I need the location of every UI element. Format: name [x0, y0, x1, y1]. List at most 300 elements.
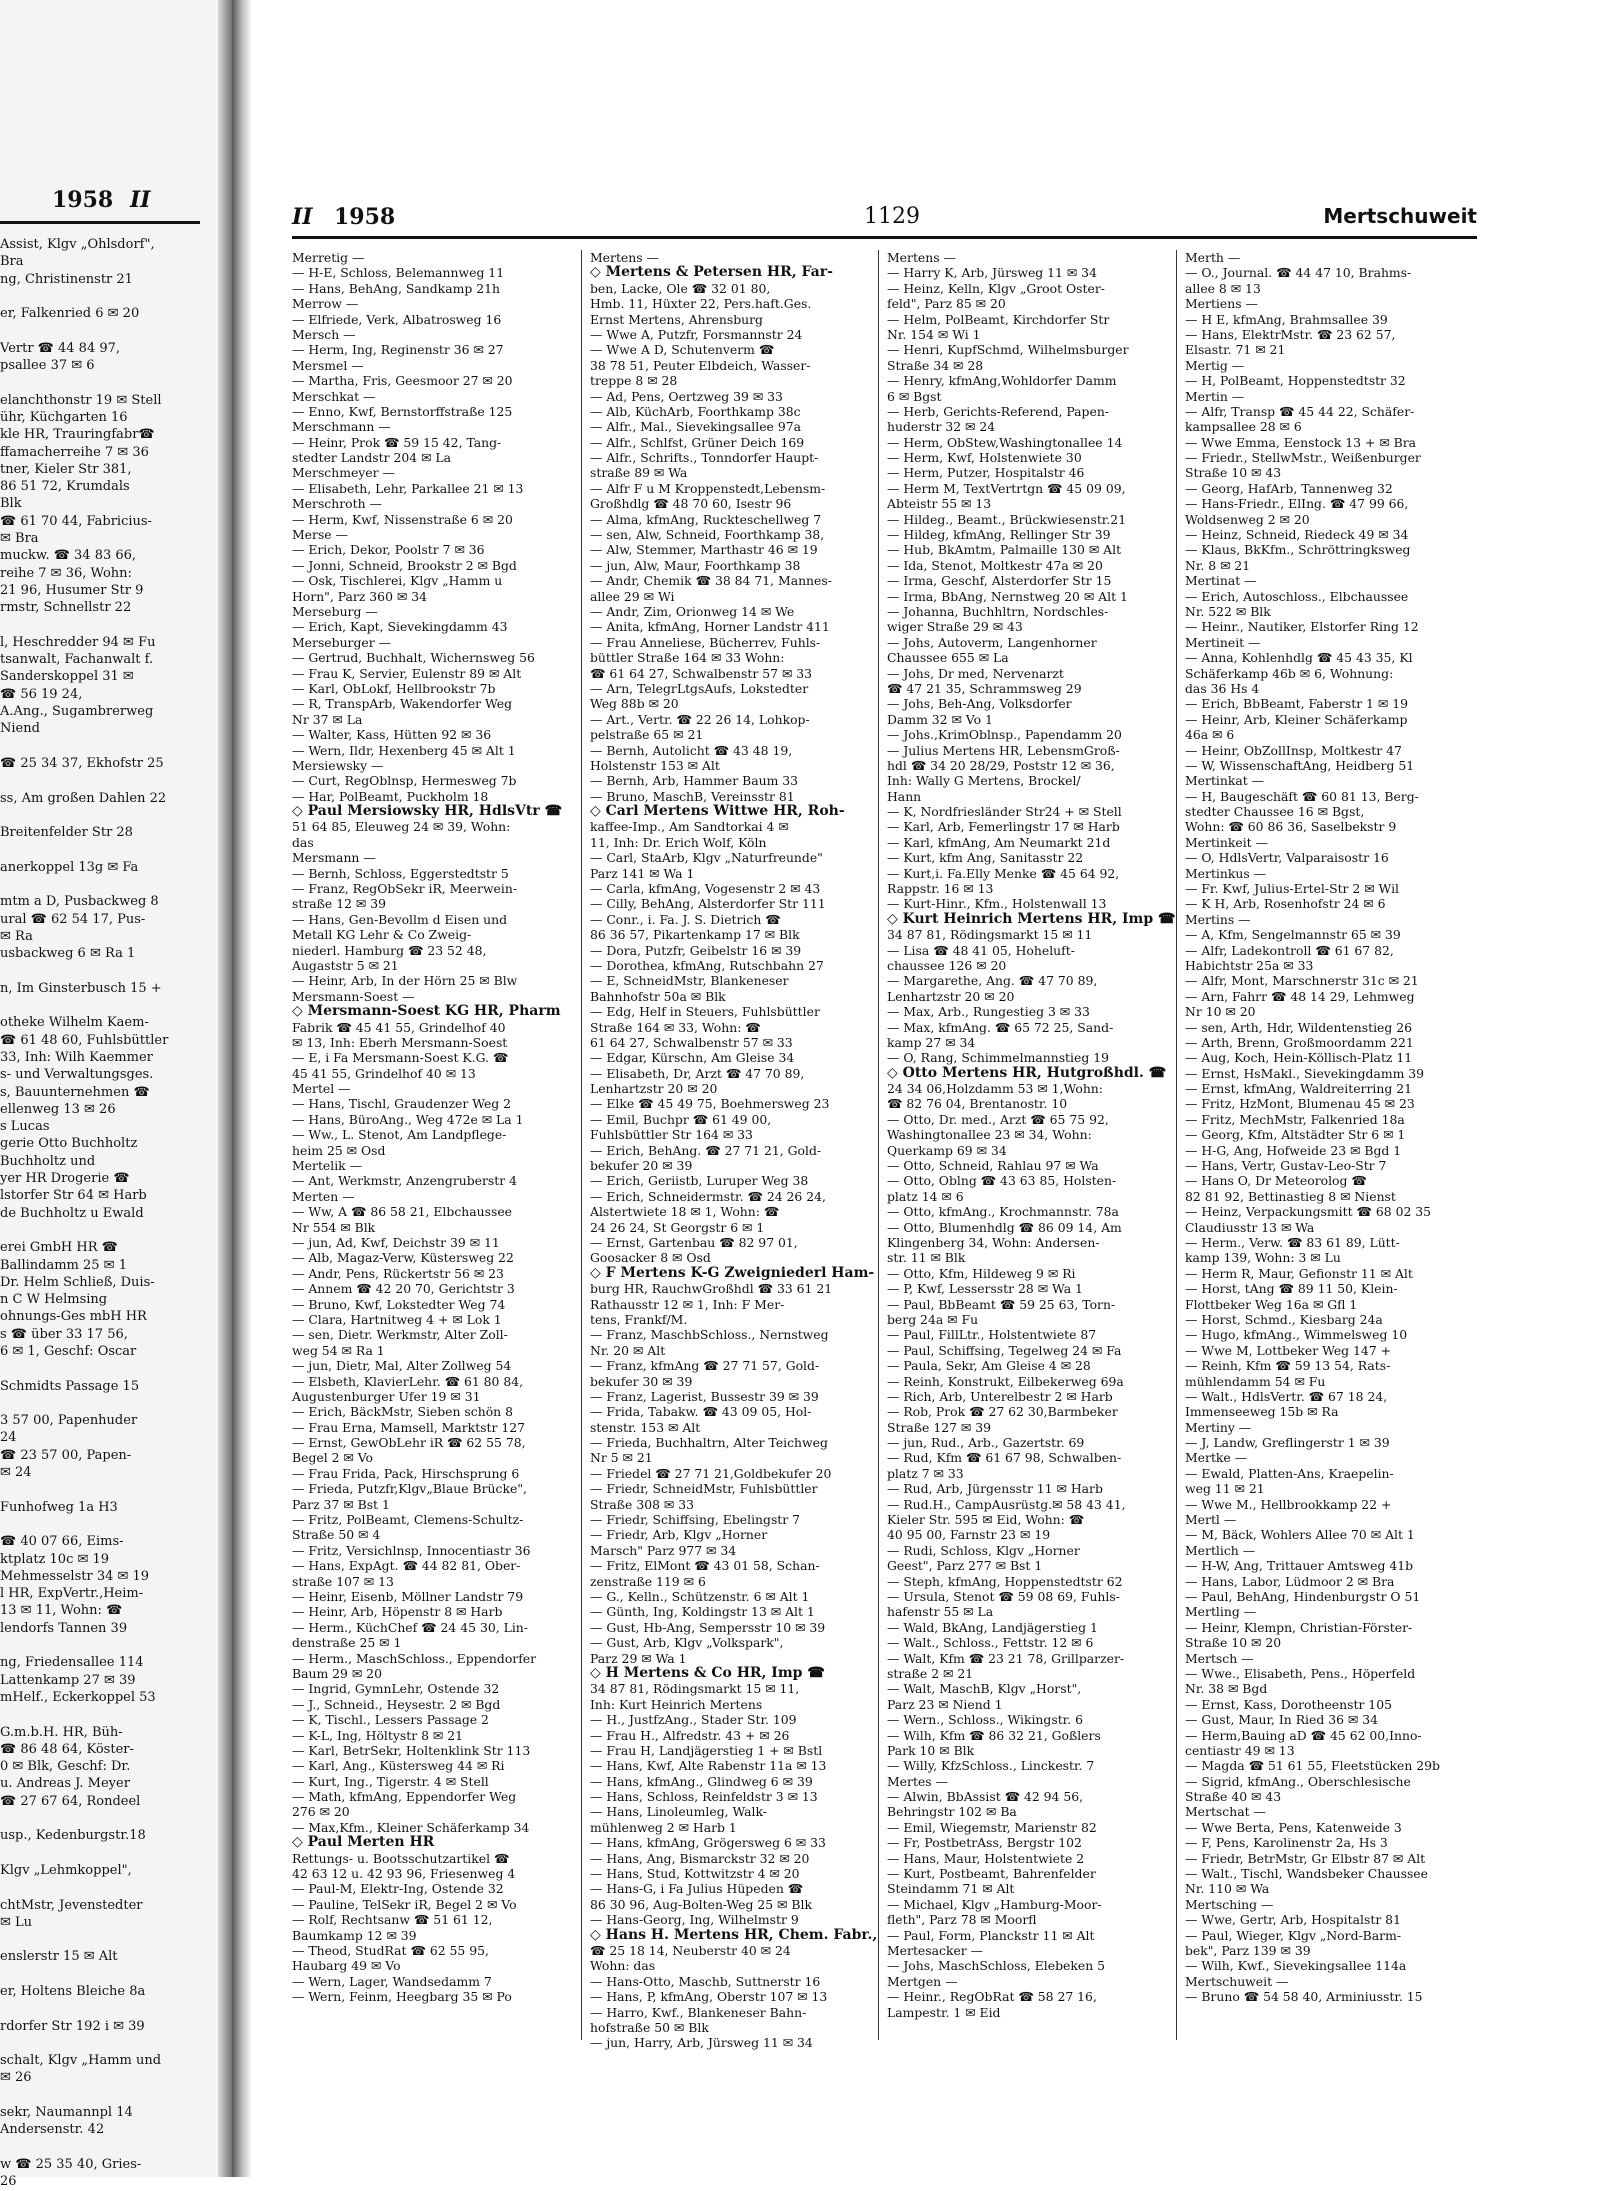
- surname-heading: Mertineit —: [1185, 634, 1261, 650]
- directory-entry-line: — Otto, Oblng ☎ 43 63 85, Holsten-: [887, 1173, 1117, 1189]
- directory-entry-line: Baumkamp 12 ✉ 39: [292, 1927, 417, 1943]
- directory-entry-line: ben, Lacke, Ole ☎ 32 01 80,: [590, 280, 771, 296]
- directory-entry-line: — Heinr, ObZollInsp, Moltkestr 47: [1185, 742, 1402, 758]
- directory-entry-line: — Walt., Tischl, Wandsbeker Chaussee: [1185, 1866, 1428, 1882]
- directory-entry-line: — R, TranspArb, Wakendorfer Weg: [292, 696, 513, 712]
- facing-page-line: A.Ang., Sugambrerweg: [0, 704, 154, 720]
- directory-firm-entry: ◇ Paul Mersiowsky HR, HdlsVtr ☎: [292, 803, 563, 820]
- directory-entry-line: — H-W, Ang, Trittauer Amtsweg 41b: [1185, 1558, 1414, 1574]
- directory-entry-line: — Curt, RegOblnsp, Hermesweg 7b: [292, 773, 517, 789]
- surname-heading: Mertiny —: [1185, 1419, 1252, 1435]
- directory-entry-line: Querkamp 69 ✉ 34: [887, 1142, 1007, 1158]
- directory-entry-line: — Elke ☎ 45 49 75, Boehmersweg 23: [590, 1096, 830, 1112]
- directory-entry-line: — Andr, Pens, Rückertstr 56 ✉ 23: [292, 1265, 504, 1281]
- directory-entry-line: — Hans, Labor, Lüdmoor 2 ✉ Bra: [1185, 1573, 1395, 1589]
- facing-page-line: G.m.b.H. HR, Büh-: [0, 1724, 123, 1740]
- directory-entry-line: — Frida, Tabakw. ☎ 43 09 05, Hol-: [590, 1404, 812, 1420]
- directory-entry-line: — Emil, Wiegemstr, Marienstr 82: [887, 1819, 1097, 1835]
- directory-entry-line: — Heinz, Kelln, Klgv „Groot Oster-: [887, 280, 1105, 296]
- directory-entry-line: — Heinr, Klempn, Christian-Förster-: [1185, 1619, 1413, 1635]
- directory-entry-line: Geest", Parz 277 ✉ Bst 1: [887, 1558, 1043, 1574]
- directory-entry-line: — Hub, BkAmtm, Palmaille 130 ✉ Alt: [887, 542, 1122, 558]
- directory-entry-line: kaffee-Imp., Am Sandtorkai 4 ✉: [590, 819, 789, 835]
- facing-page-line: Niend: [0, 721, 40, 737]
- facing-page-line: 3 57 00, Papenhuder: [0, 1413, 138, 1429]
- directory-entry-line: — P, Kwf, Lessersstr 28 ✉ Wa 1: [887, 1281, 1083, 1297]
- directory-entry-line: — Wern., Schloss., Wikingstr. 6: [887, 1712, 1083, 1728]
- directory-entry-line: — Max, Arb., Rungestieg 3 ✉ 33: [887, 1004, 1090, 1020]
- directory-entry-line: kamp 139, Wohn: 3 ✉ Lu: [1185, 1250, 1341, 1266]
- directory-entry-line: — jun, Harry, Arb, Jürsweg 11 ✉ 34: [590, 2035, 813, 2051]
- directory-entry-line: — F, Pens, Karolinenstr 2a, Hs 3: [1185, 1835, 1388, 1851]
- directory-entry-line: — Heinr, Arb, In der Hörn 25 ✉ Blw: [292, 973, 518, 989]
- directory-entry-line: — Annem ☎ 42 20 70, Gerichtstr 3: [292, 1281, 515, 1297]
- directory-entry-line: — Rich, Arb, Unterelbestr 2 ✉ Harb: [887, 1388, 1113, 1404]
- facing-page-line: [0, 322, 212, 339]
- page-header: [292, 200, 1477, 239]
- facing-page-line: s ☎ über 33 17 56,: [0, 1326, 128, 1342]
- facing-page-line: gerie Otto Buchholtz: [0, 1136, 138, 1152]
- directory-entry-line: — Horst, Schmd., Kiesbarg 24a: [1185, 1311, 1383, 1327]
- directory-entry-line: — Reinh, Konstrukt, Eilbekerweg 69a: [887, 1373, 1124, 1389]
- directory-entry-line: — Kurt, kfm Ang, Sanitasstr 22: [887, 850, 1084, 866]
- directory-entry-line: — Erich, BäckMstr, Sieben schön 8: [292, 1404, 513, 1420]
- directory-entry-line: — Bruno ☎ 54 58 40, Arminiusstr. 15: [1185, 1989, 1423, 2005]
- directory-entry-line: — Henry, kfmAng,Wohldorfer Damm: [887, 373, 1117, 389]
- directory-entry-line: — Hans, BüroAng., Weg 472e ✉ La 1: [292, 1111, 524, 1127]
- directory-entry-line: Marsch" Parz 977 ✉ 34: [590, 1542, 737, 1558]
- facing-page-line: s Lucas: [0, 1119, 50, 1135]
- directory-entry-line: — K-L, Ing, Höltystr 8 ✉ 21: [292, 1727, 463, 1743]
- directory-entry-line: — Art., Vertr. ☎ 22 26 14, Lohkop-: [590, 711, 810, 727]
- directory-entry-line: — Herb, Gerichts-Referend, Papen-: [887, 403, 1109, 419]
- directory-entry-line: — Wwe Berta, Pens, Katenweide 3: [1185, 1819, 1402, 1835]
- directory-entry-line: Habichtstr 25a ✉ 33: [1185, 957, 1314, 973]
- directory-firm-entry: ◇ F Mertens K-G Zweigniederl Ham-: [590, 1264, 875, 1281]
- directory-entry-line: — Hans, kfmAng., Glindweg 6 ✉ 39: [590, 1773, 813, 1789]
- surname-heading: Mersmann-Soest —: [292, 988, 415, 1004]
- directory-firm-entry: ◇ Carl Mertens Wittwe HR, Roh-: [590, 803, 845, 820]
- facing-page-line: usp., Kedenburgstr.18: [0, 1828, 146, 1844]
- directory-entry-line: — Gust, Hb-Ang, Sempersstr 10 ✉ 39: [590, 1619, 826, 1635]
- directory-entry-line: — jun, Dietr, Mal, Alter Zollweg 54: [292, 1358, 512, 1374]
- directory-entry-line: — Wern, Feinm, Heegbarg 35 ✉ Po: [292, 1989, 512, 2005]
- facing-page-line: ☎ 86 48 64, Köster-: [0, 1741, 134, 1757]
- directory-entry-line: — Heinr, Prok ☎ 59 15 42, Tang-: [292, 434, 502, 450]
- directory-entry-line: — Herm, Ing, Reginenstr 36 ✉ 27: [292, 342, 504, 358]
- directory-entry-line: — H-G, Ang, Hofweide 23 ✉ Bgd 1: [1185, 1142, 1402, 1158]
- facing-page-line: [0, 1637, 212, 1654]
- directory-entry-line: Lenhartzstr 20 ✉ 20: [887, 988, 1015, 1004]
- directory-entry-line: — Erich, BehAng. ☎ 27 71 21, Gold-: [590, 1142, 822, 1158]
- directory-entry-line: Augaststr 5 ✉ 21: [292, 957, 399, 973]
- directory-entry-line: — Paul, BehAng, Hindenburgstr O 51: [1185, 1588, 1421, 1604]
- directory-entry-line: Nr. 110 ✉ Wa: [1185, 1881, 1270, 1897]
- directory-entry-line: — Arth, Brenn, Großmoordamm 221: [1185, 1034, 1414, 1050]
- facing-page-line: ühr, Küchgarten 16: [0, 409, 128, 425]
- directory-entry-line: — Hans, ElektrMstr. ☎ 23 62 57,: [1185, 326, 1396, 342]
- directory-entry-line: — sen, Arth, Hdr, Wildentenstieg 26: [1185, 1019, 1413, 1035]
- directory-entry-line: stenstr. 153 ✉ Alt: [590, 1419, 701, 1435]
- directory-entry-line: Nr. 8 ✉ 21: [1185, 557, 1251, 573]
- directory-entry-line: — Paul, Wieger, Klgv „Nord-Barm-: [1185, 1927, 1402, 1943]
- directory-entry-line: Parz 23 ✉ Niend 1: [887, 1696, 1003, 1712]
- surname-heading: Mertsching —: [1185, 1896, 1274, 1912]
- directory-entry-line: straße 12 ✉ 39: [292, 896, 386, 912]
- directory-entry-line: — Kurt, Ing., Tigerstr. 4 ✉ Stell: [292, 1773, 489, 1789]
- directory-entry-line: Haubarg 49 ✉ Vo: [292, 1958, 401, 1974]
- directory-entry-line: Großhdlg ☎ 48 70 60, Isestr 96: [590, 496, 792, 512]
- directory-entry-line: — Hugo, kfmAng., Wimmelsweg 10: [1185, 1327, 1408, 1343]
- facing-page-line: [0, 738, 212, 755]
- header-keyword: Mertschuweit: [1323, 204, 1477, 228]
- directory-entry-line: 86 30 96, Aug-Bolten-Weg 25 ✉ Blk: [590, 1896, 812, 1912]
- directory-entry-line: — Osk, Tischlerei, Klgv „Hamm u: [292, 573, 503, 589]
- directory-entry-line: — Enno, Kwf, Bernstorffstraße 125: [292, 403, 513, 419]
- directory-entry-line: — Wwe M, Lottbeker Weg 147 +: [1185, 1342, 1392, 1358]
- facing-page-line: l HR, ExpVertr.,Heim-: [0, 1586, 144, 1602]
- directory-entry-line: Wohn: das: [590, 1958, 656, 1974]
- facing-page-line: 6 ✉ 1, Geschf: Oscar: [0, 1344, 137, 1359]
- directory-entry-line: Rettungs- u. Bootsschutzartikel ☎: [292, 1850, 510, 1866]
- directory-entry-line: — Anna, Kohlenhdlg ☎ 45 43 35, Kl: [1185, 650, 1413, 666]
- directory-entry-line: — Gust, Arb, Klgv „Volkspark",: [590, 1635, 784, 1651]
- directory-entry-line: 276 ✉ 20: [292, 1804, 350, 1820]
- directory-entry-line: — Alfr, Transp ☎ 45 44 22, Schäfer-: [1185, 403, 1415, 419]
- directory-entry-line: — Rudi, Schloss, Klgv „Horner: [887, 1542, 1080, 1558]
- directory-entry-line: Inh: Wally G Mertens, Brockel/: [887, 773, 1081, 789]
- directory-entry-line: Parz 37 ✉ Bst 1: [292, 1496, 390, 1512]
- facing-page-line: elanchthonstr 19 ✉ Stell: [0, 392, 162, 408]
- facing-page-line: schalt, Klgv „Hamm und: [0, 2053, 162, 2069]
- directory-entry-line: Elsastr. 71 ✉ 21: [1185, 342, 1286, 358]
- directory-entry-line: wiger Straße 29 ✉ 43: [887, 619, 1023, 635]
- surname-heading: Mertl —: [1185, 1512, 1237, 1528]
- column-divider: [1176, 250, 1177, 2040]
- directory-entry-line: — Heinr, Eisenb, Möllner Landstr 79: [292, 1588, 524, 1604]
- directory-entry-line: — M, Bäck, Wohlers Allee 70 ✉ Alt 1: [1185, 1527, 1415, 1543]
- facing-page-line: n C W Helmsing: [0, 1292, 108, 1308]
- directory-entry-line: das 36 Hs 4: [1185, 680, 1260, 696]
- surname-heading: Mersmel —: [292, 357, 364, 373]
- directory-entry-line: — Paula, Sekr, Am Gleise 4 ✉ 28: [887, 1358, 1091, 1374]
- surname-heading: Mertin —: [1185, 388, 1245, 404]
- facing-page-line: tner, Kieler Str 381,: [0, 461, 132, 477]
- directory-entry-line: platz 7 ✉ 33: [887, 1465, 964, 1481]
- facing-page-line: lstorfer Str 64 ✉ Harb: [0, 1188, 147, 1204]
- facing-page-line: Dr. Helm Schließ, Duis-: [0, 1274, 155, 1290]
- facing-page-line: [0, 962, 212, 979]
- header-volume: II: [292, 204, 313, 230]
- facing-page-line: ✉ Lu: [0, 1914, 33, 1930]
- surname-heading: Merretig —: [292, 250, 365, 265]
- facing-page-line: w ☎ 25 35 40, Gries-: [0, 2156, 142, 2172]
- directory-entry-line: ☎ 82 76 04, Brentanostr. 10: [887, 1096, 1068, 1112]
- directory-entry-line: — Herm., KüchChef ☎ 24 45 30, Lin-: [292, 1619, 528, 1635]
- directory-entry-line: — Alfr., Schlfst, Grüner Deich 169: [590, 434, 805, 450]
- directory-entry-line: — Rud.H., CampAusrüstg.✉ 58 43 41,: [887, 1496, 1126, 1512]
- directory-entry-line: burg HR, RauchwGroßhdl ☎ 33 61 21: [590, 1281, 833, 1297]
- facing-page-line: [0, 1222, 212, 1239]
- directory-entry-line: — Elfriede, Verk, Albatrosweg 16: [292, 311, 502, 327]
- directory-entry-line: — J., Schneid., Heysestr. 2 ✉ Bgd: [292, 1696, 501, 1712]
- facing-page-line: ☎ 61 70 44, Fabricius-: [0, 513, 152, 529]
- directory-entry-line: — Ewald, Platten-Ans, Kraepelin-: [1185, 1465, 1394, 1481]
- directory-entry-line: mühlendamm 54 ✉ Fu: [1185, 1373, 1326, 1389]
- directory-entry-line: 34 87 81, Rödingsmarkt 15 ✉ 11: [887, 927, 1093, 943]
- directory-entry-line: — Kurt, Postbeamt, Bahrenfelder: [887, 1866, 1096, 1882]
- header-page-number: 1129: [864, 204, 920, 229]
- directory-entry-line: — Rud, Arb, Jürgensstr 11 ✉ Harb: [887, 1481, 1103, 1497]
- directory-entry-line: Nr. 38 ✉ Bgd: [1185, 1681, 1268, 1697]
- directory-entry-line: — Hans, Maur, Holstentwiete 2: [887, 1850, 1085, 1866]
- surname-heading: Merschmeyer —: [292, 465, 395, 481]
- facing-page-line: ☎ 56 19 24,: [0, 686, 83, 702]
- directory-entry-line: — Irma, Geschf, Alsterdorfer Str 15: [887, 573, 1112, 589]
- surname-heading: Mertins —: [1185, 911, 1251, 927]
- directory-entry-line: platz 14 ✉ 6: [887, 1188, 964, 1204]
- facing-page-line: ☎ 25 34 37, Ekhofstr 25: [0, 755, 164, 771]
- directory-entry-line: — Clara, Hartnitweg 4 + ✉ Lok 1: [292, 1311, 502, 1327]
- directory-entry-line: — Herm, ObStew,Washingtonallee 14: [887, 434, 1123, 450]
- directory-entry-line: — Fritz, ElMont ☎ 43 01 58, Schan-: [590, 1558, 820, 1574]
- surname-heading: Mersiewsky —: [292, 757, 384, 773]
- directory-entry-line: — Otto, Dr. med., Arzt ☎ 65 75 92,: [887, 1111, 1109, 1127]
- facing-page-line: [0, 841, 212, 858]
- directory-entry-line: — Hans, Schloss, Reinfeldstr 3 ✉ 13: [590, 1789, 818, 1805]
- directory-entry-line: stedter Landstr 204 ✉ La: [292, 450, 452, 466]
- facing-page-line: 0 ✉ Blk, Geschf: Dr.: [0, 1759, 131, 1775]
- directory-entry-line: weg 11 ✉ 21: [1185, 1481, 1265, 1497]
- facing-page-line: enslerstr 15 ✉ Alt: [0, 1949, 118, 1965]
- directory-entry-line: — Franz, MaschbSchloss., Nernstweg: [590, 1327, 829, 1343]
- surname-heading: Mertig —: [1185, 357, 1245, 373]
- surname-heading: Mertsch —: [1185, 1650, 1254, 1666]
- directory-entry-line: — Kurt,i. Fa.Elly Menke ☎ 45 64 92,: [887, 865, 1120, 881]
- directory-columns: [292, 250, 1477, 2051]
- directory-entry-line: — Frieda, Buchhaltrn, Alter Teichweg: [590, 1435, 828, 1451]
- directory-entry-line: — Har, PolBeamt, Puckholm 18: [292, 788, 489, 804]
- directory-entry-line: Behringstr 102 ✉ Ba: [887, 1804, 1017, 1820]
- directory-entry-line: — Math, kfmAng, Eppendorfer Weg: [292, 1789, 517, 1805]
- directory-entry-line: 24 34 06,Holzdamm 53 ✉ 1,Wohn:: [887, 1081, 1103, 1097]
- directory-entry-line: ☎ 25 18 14, Neuberstr 40 ✉ 24: [590, 1942, 791, 1958]
- directory-entry-line: Straße 34 ✉ 28: [887, 357, 984, 373]
- facing-page-line: [0, 1810, 212, 1827]
- directory-entry-line: — Willy, KfzSchloss., Linckestr. 7: [887, 1758, 1095, 1774]
- directory-entry-line: — K, Nordfriesländer Str24 + ✉ Stell: [887, 804, 1122, 820]
- column-divider: [878, 250, 879, 2040]
- directory-entry-line: — Rolf, Rechtsanw ☎ 51 61 12,: [292, 1912, 493, 1928]
- facing-page-year: 1958: [52, 187, 114, 213]
- directory-entry-line: 40 95 00, Farnstr 23 ✉ 19: [887, 1527, 1051, 1543]
- directory-entry-line: Begel 2 ✉ Vo: [292, 1450, 374, 1466]
- directory-entry-line: büttler Straße 164 ✉ 33 Wohn:: [590, 650, 785, 666]
- surname-heading: Mertiens —: [1185, 296, 1258, 312]
- directory-entry-line: Parz 29 ✉ Wa 1: [590, 1650, 687, 1666]
- facing-page-line: 24: [0, 1430, 17, 1446]
- facing-page-line: tsanwalt, Fachanwalt f.: [0, 652, 154, 668]
- directory-entry-line: hdl ☎ 34 20 28/29, Poststr 12 ✉ 36,: [887, 757, 1115, 773]
- directory-entry-line: berg 24a ✉ Fu: [887, 1311, 979, 1327]
- directory-entry-line: — Johs, Dr med, Nervenarzt: [887, 665, 1064, 681]
- directory-entry-line: str. 11 ✉ Blk: [887, 1250, 966, 1266]
- directory-entry-line: Baum 29 ✉ 20: [292, 1665, 382, 1681]
- directory-entry-line: — Frau H., Alfredstr. 43 + ✉ 26: [590, 1727, 790, 1743]
- facing-page-line: rdorfer Str 192 i ✉ 39: [0, 2018, 145, 2034]
- directory-entry-line: — Elisabeth, Dr, Arzt ☎ 47 70 89,: [590, 1065, 805, 1081]
- directory-entry-line: — Frau Frida, Pack, Hirschsprung 6: [292, 1465, 520, 1481]
- directory-entry-line: — Hans, Ang, Bismarckstr 32 ✉ 20: [590, 1850, 810, 1866]
- facing-page-line: [0, 1966, 212, 1983]
- facing-page-header: [0, 185, 200, 224]
- directory-entry-line: — Herm., MaschSchloss., Eppendorfer: [292, 1650, 537, 1666]
- directory-entry-line: — Fr, PostbetrAss, Bergstr 102: [887, 1835, 1082, 1851]
- directory-entry-line: — Ww., L. Stenot, Am Landpflege-: [292, 1127, 507, 1143]
- directory-entry-line: — Hans, P, kfmAng, Oberstr 107 ✉ 13: [590, 1989, 828, 2005]
- facing-page-line: Bra: [0, 254, 24, 270]
- directory-entry-line: Nr 10 ✉ 20: [1185, 1004, 1256, 1020]
- facing-page-line: ☎ 27 67 64, Rondeel: [0, 1793, 141, 1809]
- facing-page-line: Mehmesselstr 34 ✉ 19: [0, 1568, 150, 1584]
- directory-entry-line: — jun, Alw, Maur, Foorthkamp 38: [590, 557, 801, 573]
- directory-entry-line: — Hans, BehAng, Sandkamp 21h: [292, 280, 500, 296]
- directory-entry-line: — Erich, Kapt, Sievekingdamm 43: [292, 619, 508, 635]
- directory-entry-line: — Erich, BbBeamt, Faberstr 1 ✉ 19: [1185, 696, 1408, 712]
- directory-entry-line: — Alwin, BbAssist ☎ 42 94 56,: [887, 1789, 1084, 1805]
- directory-entry-line: — Alfr., Schrifts., Tonndorfer Haupt-: [590, 450, 819, 466]
- directory-entry-line: — H, Baugeschäft ☎ 60 81 13, Berg-: [1185, 788, 1419, 804]
- directory-entry-line: 42 63 12 u. 42 93 96, Friesenweg 4: [292, 1866, 516, 1882]
- directory-entry-line: — Ant, Werkmstr, Anzengruberstr 4: [292, 1173, 518, 1189]
- facing-page-line: [0, 772, 212, 789]
- directory-entry-line: — Erich, Dekor, Poolstr 7 ✉ 36: [292, 542, 485, 558]
- facing-page-line: erei GmbH HR ☎: [0, 1240, 118, 1256]
- directory-entry-line: — Johs, MaschSchloss, Elebeken 5: [887, 1958, 1105, 1974]
- directory-entry-line: — Fritz, HzMont, Blumenau 45 ✉ 23: [1185, 1096, 1415, 1112]
- directory-entry-line: — Horst, tAng ☎ 89 11 50, Klein-: [1185, 1281, 1398, 1297]
- directory-entry-line: — Hans-Otto, Maschb, Suttnerstr 16: [590, 1973, 821, 1989]
- directory-entry-line: Rappstr. 16 ✉ 13: [887, 881, 994, 897]
- facing-page-line: u. Andreas J. Meyer: [0, 1776, 130, 1792]
- directory-entry-line: — Ernst, Gartenbau ☎ 82 97 01,: [590, 1235, 798, 1250]
- directory-entry-line: — Franz, kfmAng ☎ 27 71 57, Gold-: [590, 1358, 820, 1374]
- directory-entry-line: — Ingrid, GymnLehr, Ostende 32: [292, 1681, 500, 1697]
- facing-page-line: Ballindamm 25 ✉ 1: [0, 1257, 127, 1273]
- directory-entry-line: — Wilh, Kfm ☎ 86 32 21, Goßlers: [887, 1727, 1101, 1743]
- directory-entry-line: — Max, kfmAng. ☎ 65 72 25, Sand-: [887, 1019, 1114, 1035]
- directory-entry-line: Horn", Parz 360 ✉ 34: [292, 588, 427, 604]
- directory-entry-line: — Arn, Fahrr ☎ 48 14 29, Lehmweg: [1185, 988, 1415, 1004]
- directory-entry-line: Augustenburger Ufer 19 ✉ 31: [292, 1388, 481, 1404]
- surname-heading: Mertesacker —: [887, 1942, 984, 1958]
- surname-heading: Merschmann —: [292, 419, 391, 435]
- directory-entry-line: — Friedr, BetrMstr, Gr Elbstr 87 ✉ Alt: [1185, 1850, 1426, 1866]
- column-4: [1185, 250, 1465, 2040]
- directory-entry-line: Schäferkamp 46b ✉ 6, Wohnung:: [1185, 665, 1394, 681]
- directory-entry-line: — Hans, ExpAgt. ☎ 44 82 81, Ober-: [292, 1558, 521, 1574]
- surname-heading: Mertes —: [887, 1773, 948, 1789]
- surname-heading: Mertgen —: [887, 1973, 958, 1989]
- facing-page-line: [0, 1360, 212, 1377]
- directory-entry-line: Washingtonallee 23 ✉ 34, Wohn:: [887, 1127, 1092, 1143]
- directory-entry-line: — Franz, Lagerist, Bussestr 39 ✉ 39: [590, 1388, 819, 1404]
- directory-entry-line: straße 89 ✉ Wa: [590, 465, 688, 481]
- directory-entry-line: — Ida, Stenot, Moltkestr 47a ✉ 20: [887, 557, 1103, 573]
- directory-entry-line: Fuhlsbüttler Str 164 ✉ 33: [590, 1127, 753, 1143]
- directory-entry-line: 6 ✉ Bgst: [887, 388, 942, 404]
- directory-entry-line: Wohn: ☎ 60 86 36, Saselbekstr 9: [1185, 819, 1397, 835]
- directory-entry-line: Lampestr. 1 ✉ Eid: [887, 2004, 1001, 2020]
- facing-page-line: Schmidts Passage 15: [0, 1378, 140, 1394]
- directory-entry-line: — jun, Rud., Arb., Gazertstr. 69: [887, 1435, 1085, 1451]
- facing-page-line: [0, 997, 212, 1014]
- directory-entry-line: — Anita, kfmAng, Horner Landstr 411: [590, 619, 830, 635]
- directory-entry-line: — Herm, Putzer, Hospitalstr 46: [887, 465, 1085, 481]
- directory-entry-line: — Otto, Schneid, Rahlau 97 ✉ Wa: [887, 1158, 1099, 1174]
- directory-entry-line: — H., JustfzAng., Stader Str. 109: [590, 1712, 797, 1728]
- directory-entry-line: — Andr, Chemik ☎ 38 84 71, Mannes-: [590, 573, 832, 589]
- facing-page-line: 13 ✉ 11, Wohn: ☎: [0, 1603, 123, 1619]
- directory-entry-line: bekufer 20 ✉ 39: [590, 1158, 693, 1174]
- directory-entry-line: Rathausstr 12 ✉ 1, Inh: F Mer-: [590, 1296, 785, 1312]
- facing-page-line: [0, 807, 212, 824]
- directory-entry-line: — Johanna, Buchhltrn, Nordschles-: [887, 603, 1109, 619]
- directory-entry-line: — Frau Erna, Mamsell, Marktstr 127: [292, 1419, 526, 1435]
- directory-entry-line: — Ernst, GewObLehr iR ☎ 62 55 78,: [292, 1435, 526, 1451]
- directory-entry-line: — Sigrid, kfmAng., Oberschlesische: [1185, 1773, 1411, 1789]
- facing-page-line: ☎ 23 57 00, Papen-: [0, 1447, 132, 1463]
- directory-entry-line: Fabrik ☎ 45 41 55, Grindelhof 40: [292, 1019, 506, 1035]
- directory-entry-line: — Rob, Prok ☎ 27 62 30,Barmbeker: [887, 1404, 1118, 1420]
- directory-firm-entry: ◇ Paul Merten HR: [292, 1834, 435, 1851]
- directory-entry-line: — Rud, Kfm ☎ 61 67 98, Schwalben-: [887, 1450, 1122, 1466]
- facing-page-line: ng, Christinenstr 21: [0, 271, 133, 287]
- surname-heading: Mersch —: [292, 326, 356, 342]
- directory-entry-line: Holstenstr 153 ✉ Alt: [590, 757, 720, 773]
- directory-entry-line: — Hans-Friedr., ElIng. ☎ 47 99 66,: [1185, 496, 1409, 512]
- directory-entry-line: — Erich, Schneidermstr. ☎ 24 26 24,: [590, 1188, 826, 1204]
- directory-entry-line: Kieler Str. 595 ✉ Eid, Wohn: ☎: [887, 1512, 1085, 1528]
- facing-page-line: ✉ 26: [0, 2070, 32, 2086]
- facing-page-line: [0, 374, 212, 391]
- directory-entry-line: — Klaus, BkKfm., Schröttringksweg: [1185, 542, 1411, 558]
- directory-entry-line: Flottbeker Weg 16a ✉ Gfl 1: [1185, 1296, 1358, 1312]
- directory-entry-line: — W, WissenschaftAng, Heidberg 51: [1185, 757, 1415, 773]
- directory-entry-line: 51 64 85, Eleuweg 24 ✉ 39, Wohn:: [292, 819, 511, 835]
- facing-page-line: [0, 617, 212, 634]
- directory-entry-line: — Martha, Fris, Geesmoor 27 ✉ 20: [292, 373, 513, 389]
- column-divider: [581, 250, 582, 2040]
- directory-entry-line: fleth", Parz 78 ✉ Moorfl: [887, 1912, 1037, 1928]
- directory-entry-line: 82 81 92, Bettinastieg 8 ✉ Nienst: [1185, 1188, 1396, 1204]
- facing-page-line: 26: [0, 2174, 17, 2190]
- directory-entry-line: — Hans, Tischl, Graudenzer Weg 2: [292, 1096, 512, 1112]
- directory-entry-line: — Wwe M., Hellbrookkamp 22 +: [1185, 1496, 1392, 1512]
- facing-page-line: [0, 2000, 212, 2017]
- directory-entry-line: — Jonni, Schneid, Brookstr 2 ✉ Bgd: [292, 557, 517, 573]
- directory-entry-line: — Elsbeth, KlavierLehr. ☎ 61 80 84,: [292, 1373, 524, 1389]
- directory-entry-line: — Hans, Linoleumleg, Walk-: [590, 1804, 767, 1820]
- directory-entry-line: — Conr., i. Fa. J. S. Dietrich ☎: [590, 911, 781, 927]
- directory-entry-line: — Helm, PolBeamt, Kirchdorfer Str: [887, 311, 1110, 327]
- directory-entry-line: Park 10 ✉ Blk: [887, 1742, 975, 1758]
- facing-page-line: [0, 876, 212, 893]
- directory-entry-line: — Herm., Verw. ☎ 83 61 89, Lütt-: [1185, 1235, 1400, 1250]
- facing-page-line: s- und Verwaltungsges.: [0, 1067, 154, 1083]
- facing-page-line: l, Heschredder 94 ✉ Fu: [0, 634, 156, 650]
- directory-entry-line: — Wwe., Elisabeth, Pens., Höperfeld: [1185, 1665, 1416, 1681]
